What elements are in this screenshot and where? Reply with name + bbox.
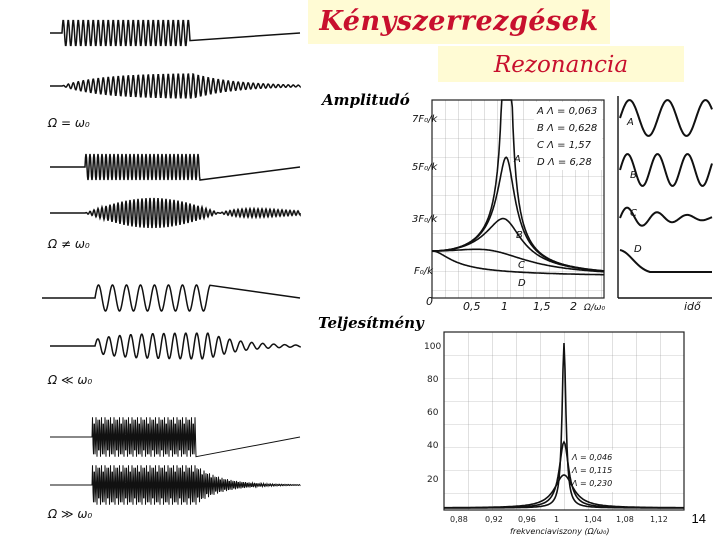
pow-xtick-7: 1,12 — [650, 515, 668, 524]
amp-ytick-2: 5F₀/k — [412, 162, 438, 173]
amp-curve-label-d: D — [518, 278, 526, 289]
waveform-5 — [42, 285, 300, 311]
slide-subtitle: Rezonancia — [493, 52, 629, 78]
power-label: Teljesítmény — [318, 314, 424, 332]
pow-xlabel: frekvenciaviszony (Ω/ω₀) — [510, 527, 610, 536]
amp-legend-2: B Λ = 0,628 — [537, 123, 598, 134]
pow-xtick-1: 0,88 — [450, 515, 468, 524]
amp-xlabel: Ω/ω₀ — [584, 303, 606, 313]
amp-ytick-3: 3F₀/k — [412, 214, 438, 225]
waveform-panel — [42, 21, 300, 505]
pow-legend-3: Λ = 0,230 — [572, 479, 613, 488]
condition-label-1: Ω = ω₀ — [48, 116, 90, 130]
condition-label-4: Ω ≫ ω₀ — [48, 507, 93, 521]
amplitude-label: Amplitudó — [322, 91, 410, 109]
amp-ytick-4: F₀/k — [414, 266, 433, 277]
time-xlabel: idő — [684, 300, 701, 313]
waveform-2 — [50, 74, 300, 98]
time-curve-label-b: B — [630, 170, 637, 181]
pow-xtick-3: 0,96 — [518, 515, 536, 524]
waveform-7 — [50, 417, 300, 456]
pow-ytick-4: 40 — [427, 441, 439, 451]
waveform-6 — [50, 333, 300, 359]
slide-title: Kényszerrezgések — [319, 6, 599, 37]
page-number: 14 — [691, 511, 706, 526]
time-curve-label-c: C — [630, 208, 637, 219]
waveform-1 — [50, 21, 300, 46]
power-chart — [424, 332, 684, 536]
waveform-3 — [50, 154, 300, 180]
pow-ytick-2: 80 — [427, 375, 439, 385]
amp-xtick-4: 1,5 — [533, 300, 551, 313]
pow-xtick-2: 0,92 — [485, 515, 503, 524]
pow-xtick-6: 1,08 — [616, 515, 634, 524]
amp-xtick-5: 2 — [570, 300, 577, 313]
amp-legend-4: D Λ = 6,28 — [537, 157, 592, 168]
pow-legend-2: Λ = 0,115 — [572, 466, 613, 475]
amp-xtick-2: 0,5 — [463, 300, 481, 313]
amp-xtick-1: 0 — [426, 295, 433, 308]
condition-label-2: Ω ≠ ω₀ — [48, 237, 90, 251]
waveform-4 — [50, 198, 300, 228]
waveform-condition-labels — [47, 116, 92, 521]
amp-curve-label-c: C — [518, 260, 525, 271]
pow-legend-1: Λ = 0,046 — [572, 453, 613, 462]
amplitude-chart — [412, 100, 605, 313]
amp-curve-label-b: B — [516, 230, 523, 241]
pow-ytick-5: 20 — [427, 475, 439, 485]
amp-curve-label-a: A — [514, 154, 521, 165]
condition-label-3: Ω ≪ ω₀ — [48, 373, 93, 387]
pow-ytick-3: 60 — [427, 408, 439, 418]
amp-xtick-3: 1 — [501, 300, 508, 313]
pow-xtick-5: 1,04 — [584, 515, 602, 524]
pow-ytick-1: 100 — [424, 342, 442, 352]
amp-legend-1: A Λ = 0,063 — [537, 106, 598, 117]
amp-ytick-1: 7F₀/k — [412, 114, 438, 125]
pow-xtick-4: 1 — [554, 515, 560, 524]
time-response-panel — [618, 96, 712, 313]
time-curve-label-d: D — [634, 244, 642, 255]
amp-legend-3: C Λ = 1,57 — [537, 140, 592, 151]
waveform-8 — [50, 465, 300, 504]
time-curve-label-a: A — [627, 117, 634, 128]
